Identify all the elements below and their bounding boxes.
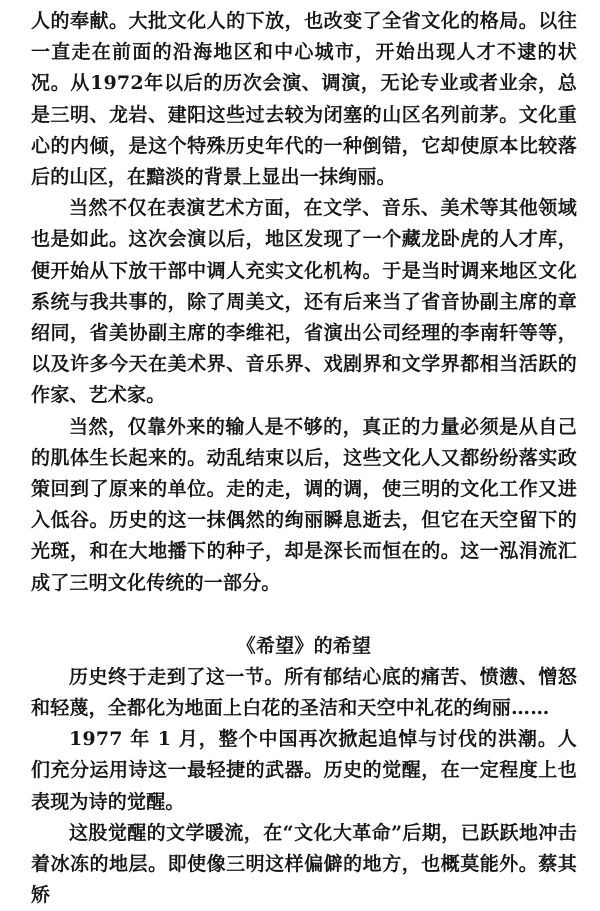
paragraph-own-strength: 当然，仅靠外来的输人是不够的，真正的力量必须是从自己的肌体生长起来的。动乱结束以后，这些文化人又都纷纷落实政策回到了原来的单位。走的走，调的调，使三明的文化工作又进入低谷。历史的这一抹偶然的绚丽瞬息逝去，但它在天空留下的光斑，和在大地播下的种子，却是深长而恒在的。这一泓涓流汇成了三明文化传统的一部分。 [31,415,577,594]
paragraph-history-moment: 历史终于走到了这一节。所有郁结心底的痛苦、愤懑、憎怒和轻蔑，全都化为地面上白花的圣洁和天空中礼花的绚丽…… [31,665,577,720]
section-title: 《希望》的希望 [236,634,372,657]
paragraph-talent-pool: 当然不仅在表演艺术方面，在文学、音乐、美术等其他领域也是如此。这次会演以后，地区发现了一个藏龙卧虎的人才库，便开始从下放干部中调人充实文化机构。于是当时调来地区文化系统与我共事的，除了周美文，还有后来当了省音协副主席的章绍同，省美协副主席的李维祀，省演出公司经理的李南轩等等，以及许多今天在美术界、音乐界、戏剧界和文学界都相当活跃的作家、艺术家。 [31,197,577,407]
paragraph-continuation: 人的奉献。大批文化人的下放，也改变了全省文化的格局。以往一直走在前面的沿海地区和中心城市，开始出现人才不逮的状况。从1972年以后的历次会演、调演，无论专业或者业余，总是三明、龙岩、建阳这些过去较为闭塞的山区名列前茅。文化重心的内倾，是这个特殊历史年代的一种倒错，它却使原本比较落后的山区，在黯淡的背景上显出一抹绚丽。 [31,10,577,189]
document-page [31,6,577,911]
paragraph-january-1977: 1977 年 1 月，整个中国再次掀起追悼与讨伐的洪潮。人们充分运用诗这一最轻捷的武器。历史的觉醒，在一定程度上也表现为诗的觉醒。 [31,728,577,813]
paragraph-literary-current: 这股觉醒的文学暖流，在“文化大革命”后期，已跃跃地冲击着冰冻的地层。即使像三明这样偏僻的地方，也概莫能外。蔡其矫 [31,821,577,907]
